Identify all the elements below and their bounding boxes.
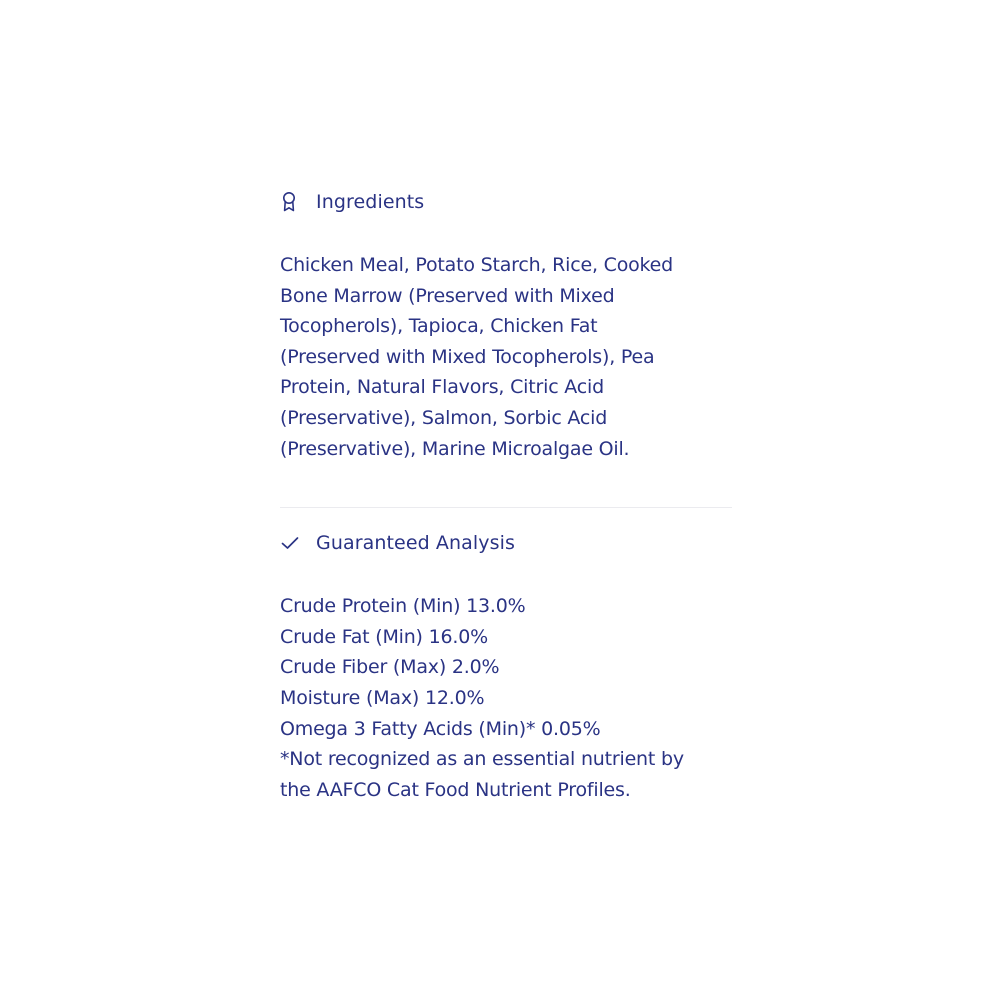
ingredients-line: (Preservative), Salmon, Sorbic Acid bbox=[280, 406, 608, 429]
analysis-line: Omega 3 Fatty Acids (Min)* 0.05% bbox=[280, 717, 601, 740]
product-details-panel bbox=[280, 184, 732, 805]
checkmark-icon bbox=[280, 532, 302, 554]
award-ribbon-icon bbox=[280, 191, 302, 213]
ingredients-line: Tocopherols), Tapioca, Chicken Fat bbox=[280, 315, 598, 338]
guaranteed-analysis-title: Guaranteed Analysis bbox=[316, 532, 516, 555]
analysis-line: Crude Fiber (Max) 2.0% bbox=[280, 656, 500, 679]
ingredients-header[interactable] bbox=[280, 184, 732, 220]
guaranteed-analysis-section bbox=[280, 525, 732, 805]
analysis-footnote-line: *Not recognized as an essential nutrient by bbox=[280, 748, 684, 771]
guaranteed-analysis-header[interactable] bbox=[280, 525, 732, 561]
analysis-line: Moisture (Max) 12.0% bbox=[280, 686, 485, 709]
ingredients-line: (Preserved with Mixed Tocopherols), Pea bbox=[280, 345, 655, 368]
ingredients-line: Chicken Meal, Potato Starch, Rice, Cooked bbox=[280, 254, 674, 276]
ingredients-line: Bone Marrow (Preserved with Mixed bbox=[280, 284, 615, 307]
analysis-line: Crude Fat (Min) 16.0% bbox=[280, 625, 488, 648]
ingredients-line: (Preservative), Marine Microalgae Oil. bbox=[280, 437, 630, 460]
ingredients-title: Ingredients bbox=[316, 191, 425, 213]
ingredients-line: Protein, Natural Flavors, Citric Acid bbox=[280, 376, 604, 399]
guaranteed-analysis-text bbox=[280, 591, 732, 805]
ingredients-text bbox=[280, 250, 732, 464]
analysis-line: Crude Protein (Min) 13.0% bbox=[280, 595, 526, 618]
ingredients-section bbox=[280, 184, 732, 464]
section-divider bbox=[280, 507, 732, 508]
analysis-footnote-line: the AAFCO Cat Food Nutrient Profiles. bbox=[280, 778, 631, 801]
